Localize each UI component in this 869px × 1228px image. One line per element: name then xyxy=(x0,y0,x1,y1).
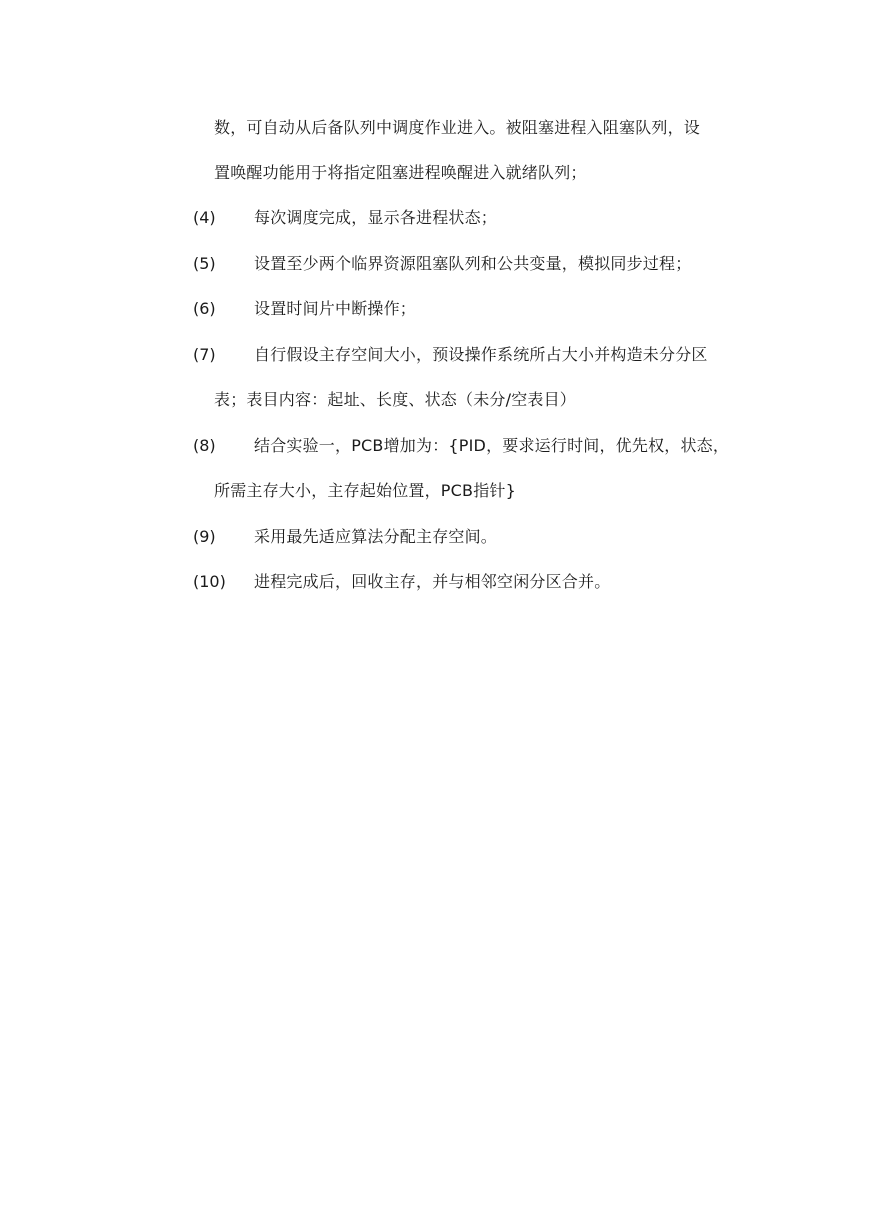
item-7-text-line-1: 自行假设主存空间大小，预设操作系统所占大小并构造未分分区 xyxy=(254,345,708,364)
item-number-9: (9) xyxy=(193,527,216,546)
item-9-text: 采用最先适应算法分配主存空间。 xyxy=(254,527,498,546)
item-10-text: 进程完成后，回收主存，并与相邻空闲分区合并。 xyxy=(254,572,611,591)
item-6-text: 设置时间片中断操作； xyxy=(254,299,417,318)
item-number-7: (7) xyxy=(193,345,216,364)
item-number-5: (5) xyxy=(193,254,216,273)
continuation-line-2: 置唤醒功能用于将指定阻塞进程唤醒进入就绪队列； xyxy=(214,163,587,182)
item-number-8: (8) xyxy=(193,436,216,455)
item-8-text-line-1: 结合实验一，PCB增加为：{PID，要求运行时间，优先权，状态， xyxy=(254,436,730,455)
item-number-10: (10) xyxy=(193,572,226,591)
item-5-text: 设置至少两个临界资源阻塞队列和公共变量，模拟同步过程； xyxy=(254,254,692,273)
item-8-text-line-2: 所需主存大小，主存起始位置，PCB指针} xyxy=(214,481,516,500)
item-4-text: 每次调度完成，显示各进程状态； xyxy=(254,208,498,227)
item-7-text-line-2: 表；表目内容：起址、长度、状态（未分/空表目） xyxy=(214,390,576,409)
item-number-6: (6) xyxy=(193,299,216,318)
item-number-4: (4) xyxy=(193,208,216,227)
continuation-line-1: 数，可自动从后备队列中调度作业进入。被阻塞进程入阻塞队列，设 xyxy=(214,118,701,137)
